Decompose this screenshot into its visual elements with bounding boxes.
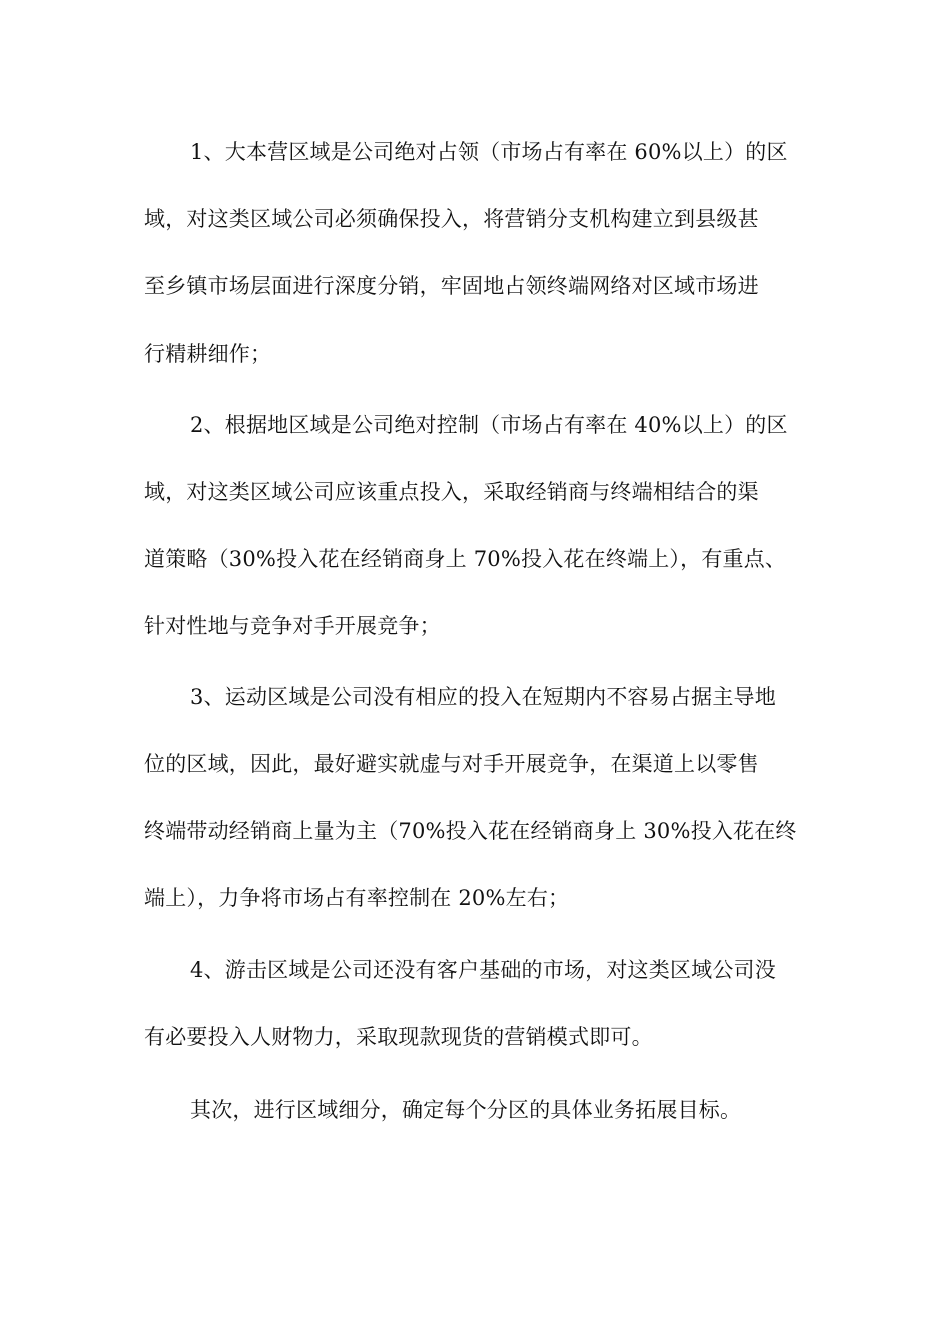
paragraph-4-line-1: 4、游击区域是公司还没有客户基础的市场，对这类区域公司没 — [190, 958, 776, 982]
paragraph-1-line-1: 1、大本营区域是公司绝对占领（市场占有率在 60%以上）的区 — [190, 140, 788, 164]
paragraph-1-line-2: 域，对这类区域公司必须确保投入，将营销分支机构建立到县级甚 — [144, 207, 759, 231]
paragraph-5-line-1: 其次，进行区域细分，确定每个分区的具体业务拓展目标。 — [190, 1098, 742, 1122]
paragraph-3-line-3: 终端带动经销商上量为主（70%投入花在经销商身上 30%投入花在终 — [144, 819, 797, 843]
paragraph-2-line-2: 域，对这类区域公司应该重点投入，采取经销商与终端相结合的渠 — [144, 480, 759, 504]
paragraph-2-line-1: 2、根据地区域是公司绝对控制（市场占有率在 40%以上）的区 — [190, 413, 788, 437]
paragraph-3-line-1: 3、运动区域是公司没有相应的投入在短期内不容易占据主导地 — [190, 685, 776, 709]
paragraph-3-line-2: 位的区域，因此，最好避实就虚与对手开展竞争，在渠道上以零售 — [144, 752, 759, 776]
paragraph-3-line-4: 端上），力争将市场占有率控制在 20%左右； — [144, 886, 570, 910]
paragraph-1-line-4: 行精耕细作； — [144, 342, 272, 366]
paragraph-2-line-4: 针对性地与竞争对手开展竞争； — [144, 614, 441, 638]
paragraph-4-line-2: 有必要投入人财物力，采取现款现货的营销模式即可。 — [144, 1025, 653, 1049]
paragraph-1-line-3: 至乡镇市场层面进行深度分销，牢固地占领终端网络对区域市场进 — [144, 274, 759, 298]
paragraph-2-line-3: 道策略（30%投入花在经销商身上 70%投入花在终端上），有重点、 — [144, 547, 787, 571]
